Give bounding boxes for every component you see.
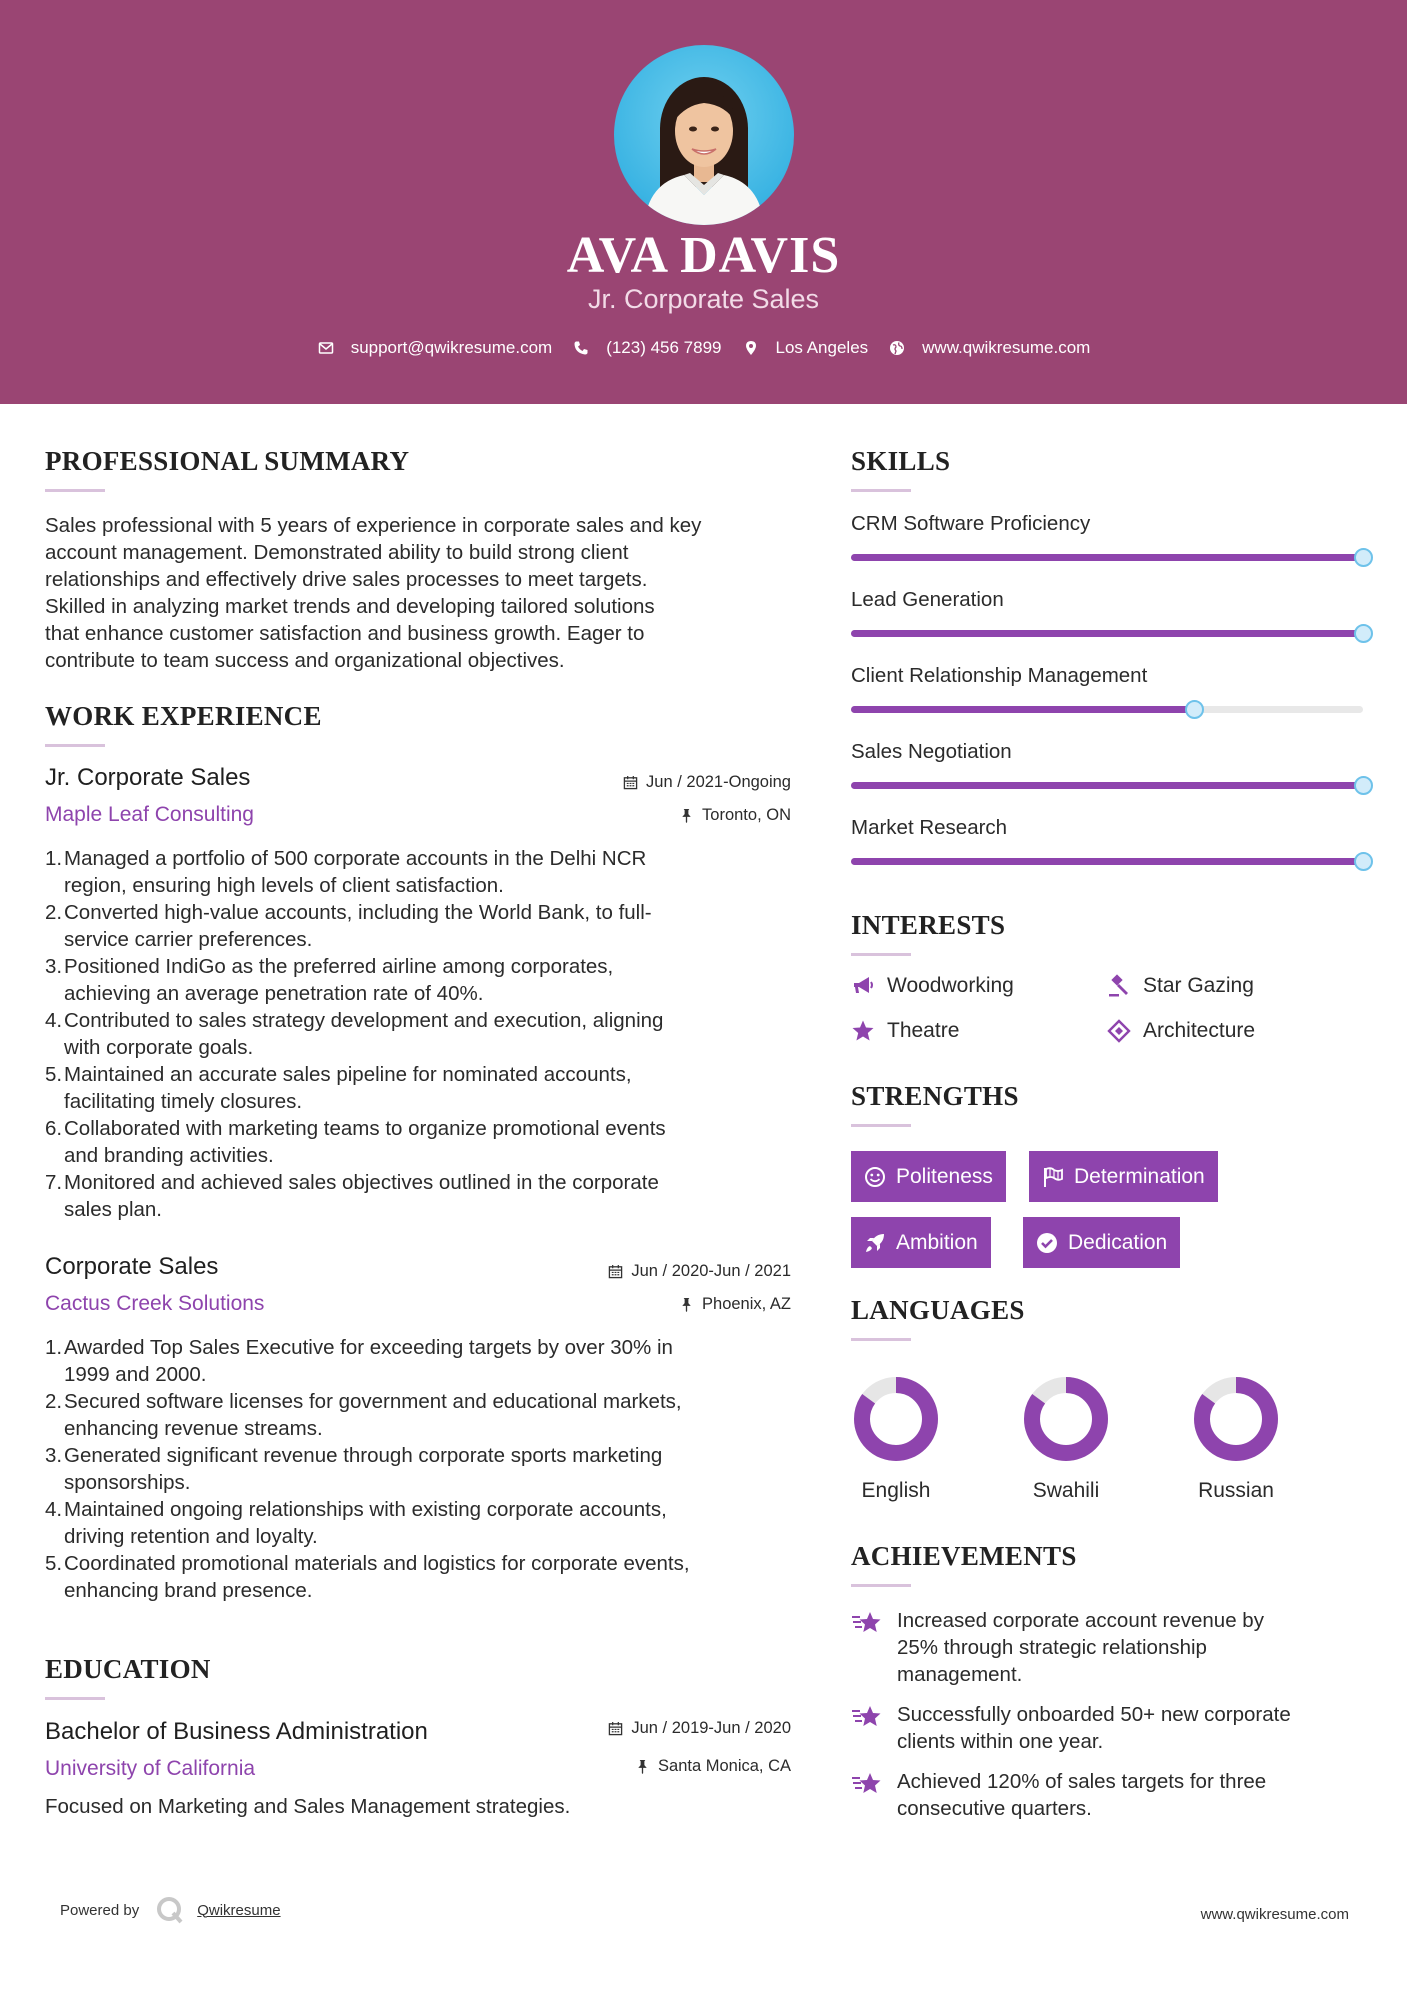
profile-photo (614, 45, 794, 225)
summary-heading: PROFESSIONAL SUMMARY (45, 446, 410, 476)
ticket-icon (1107, 1019, 1131, 1043)
list-item: 2. Secured software licenses for government and educational markets, enhancing revenue streams. (45, 1390, 682, 1440)
degree-title: Bachelor of Business Administration (45, 1718, 428, 1745)
contact-location (742, 338, 869, 358)
skill-meter (851, 630, 1363, 637)
job-date (608, 1262, 791, 1281)
calendar-icon (608, 1721, 623, 1736)
contact-phone-text: (123) 456 7899 (606, 338, 722, 357)
language-label: Russian (1198, 1479, 1274, 1502)
education-note: Focused on Marketing and Sales Management strategies. (45, 1795, 571, 1818)
resume-header (0, 0, 1407, 404)
skills-rule (851, 489, 911, 492)
job-company: Maple Leaf Consulting (45, 803, 254, 826)
skill-meter-fill (851, 706, 1194, 713)
language-donut (852, 1375, 940, 1463)
globe-icon (888, 339, 906, 357)
list-item: 3. Generated significant revenue through corporate sports marketing sponsorships. (45, 1444, 663, 1494)
strength-label: Determination (1074, 1164, 1205, 1188)
strength-label: Ambition (896, 1230, 978, 1254)
interest-item (1107, 1019, 1255, 1043)
language-item (836, 1375, 956, 1503)
strength-badge (1023, 1217, 1180, 1268)
strengths-heading: STRENGTHS (851, 1081, 1019, 1111)
summary-text (45, 512, 805, 674)
megaphone-icon (851, 974, 875, 998)
shooting-star-icon (851, 1770, 883, 1800)
skills-heading: SKILLS (851, 446, 951, 476)
contact-location-text: Los Angeles (775, 338, 869, 357)
qwikresume-link[interactable]: Qwikresume (197, 1901, 281, 1919)
skill-label: CRM Software Proficiency (851, 512, 1091, 535)
summary-line: Skilled in analyzing market trends and developing tailored solutions (45, 595, 655, 618)
pushpin-icon (679, 1297, 694, 1312)
interest-label: Star Gazing (1143, 974, 1254, 997)
skill-meter-knob (1354, 852, 1373, 871)
interests-rule (851, 953, 911, 956)
experience-heading: WORK EXPERIENCE (45, 701, 322, 731)
experience-rule (45, 744, 105, 747)
education-location-text: Santa Monica, CA (658, 1757, 791, 1775)
job-location-text: Toronto, ON (702, 806, 791, 824)
job-date-text: Jun / 2020-Jun / 2021 (631, 1262, 791, 1280)
summary-line: relationships and effectively drive sales processes to meet targets. (45, 568, 648, 591)
achievement-text: Achieved 120% of sales targets for three consecutive quarters. (897, 1770, 1267, 1820)
qwikresume-logo-icon (155, 1895, 185, 1925)
candidate-name: AVA DAVIS (566, 227, 841, 284)
language-item (1176, 1375, 1296, 1503)
language-label: Swahili (1032, 1479, 1100, 1502)
skill-meter-knob (1354, 624, 1373, 643)
languages-heading: LANGUAGES (851, 1295, 1025, 1325)
skill-meter (851, 858, 1363, 865)
summary-line: Sales professional with 5 years of experience in corporate sales and key (45, 514, 702, 537)
interest-item (851, 1019, 959, 1043)
rocket-icon (864, 1232, 886, 1254)
job-location (679, 806, 791, 825)
strength-label: Dedication (1068, 1230, 1168, 1254)
interest-item (1107, 974, 1254, 998)
list-item: 6. Collaborated with marketing teams to organize promotional events and branding activities. (45, 1117, 666, 1167)
skill-label: Market Research (851, 816, 1008, 839)
list-item: 5. Coordinated promotional materials and logistics for corporate events, enhancing brand presence. (45, 1552, 690, 1602)
skill-label: Client Relationship Management (851, 664, 1148, 687)
list-item: 2. Converted high-value accounts, including the World Bank, to full- service carrier preferences. (45, 901, 652, 951)
skill-meter-knob (1354, 776, 1373, 795)
interest-item (851, 974, 1014, 998)
summary-line: contribute to team success and organizational objectives. (45, 649, 565, 672)
smile-icon (864, 1166, 886, 1188)
pushpin-icon (679, 808, 694, 823)
contact-website[interactable] (888, 338, 1090, 358)
education-location (635, 1757, 791, 1776)
contact-website-text: www.qwikresume.com (922, 338, 1091, 357)
language-donut (1022, 1375, 1110, 1463)
envelope-icon (317, 339, 335, 357)
summary-rule (45, 489, 105, 492)
strength-badge (851, 1151, 1006, 1202)
list-item: 1. Managed a portfolio of 500 corporate accounts in the Delhi NCR region, ensuring high levels of client satisfaction. (45, 847, 647, 897)
skill-meter-knob (1354, 548, 1373, 567)
school-name: University of California (45, 1757, 256, 1780)
list-item: 4. Contributed to sales strategy development and execution, aligning with corporate goals. (45, 1009, 664, 1059)
footer-url[interactable]: www.qwikresume.com (1200, 1906, 1349, 1923)
skill-meter-fill (851, 630, 1363, 637)
check-circle-icon (1036, 1232, 1058, 1254)
contact-bar (0, 338, 1407, 358)
contact-phone[interactable] (572, 338, 721, 358)
skill-label: Lead Generation (851, 588, 1004, 611)
summary-line: account management. Demonstrated ability to build strong client (45, 541, 629, 564)
achievement-item (851, 1607, 1371, 1688)
languages-rule (851, 1338, 911, 1341)
job-company: Cactus Creek Solutions (45, 1292, 265, 1315)
skill-meter-knob (1185, 700, 1204, 719)
job-date-text: Jun / 2021-Ongoing (646, 773, 791, 791)
education-date (608, 1719, 791, 1738)
map-marker-icon (742, 339, 760, 357)
skill-meter-fill (851, 782, 1363, 789)
list-item: 3. Positioned IndiGo as the preferred airline among corporates, achieving an average penetration rate of 40%. (45, 955, 614, 1005)
summary-line: that enhance customer satisfaction and business growth. Eager to (45, 622, 645, 645)
contact-email[interactable] (317, 338, 553, 358)
skill-meter (851, 554, 1363, 561)
skill-label: Sales Negotiation (851, 740, 1012, 763)
job-title: Corporate Sales (45, 1253, 219, 1280)
education-rule (45, 1697, 105, 1700)
achievement-item (851, 1701, 1371, 1755)
language-donut (1192, 1375, 1280, 1463)
strength-badge (851, 1217, 991, 1268)
skill-meter-fill (851, 858, 1363, 865)
star-icon (851, 1019, 875, 1043)
job-location-text: Phoenix, AZ (702, 1295, 791, 1313)
contact-email-text: support@qwikresume.com (350, 338, 553, 357)
achievements-heading: ACHIEVEMENTS (851, 1541, 1077, 1571)
job-date (623, 773, 791, 792)
candidate-title: Jr. Corporate Sales (587, 284, 820, 314)
skill-meter (851, 782, 1363, 789)
job-location (679, 1295, 791, 1314)
interest-label: Architecture (1143, 1019, 1256, 1042)
achievement-text: Successfully onboarded 50+ new corporate clients within one year. (897, 1703, 1291, 1753)
interest-label: Woodworking (887, 974, 1014, 997)
job-duties-list (45, 1334, 805, 1604)
interest-label: Theatre (887, 1019, 960, 1042)
achievement-item (851, 1768, 1371, 1822)
language-item (1006, 1375, 1126, 1503)
language-label: English (861, 1479, 931, 1502)
shooting-star-icon (851, 1609, 883, 1639)
achievement-text: Increased corporate account revenue by 25% through strategic relationship management. (897, 1609, 1264, 1686)
pushpin-icon (635, 1759, 650, 1774)
shooting-star-icon (851, 1703, 883, 1733)
flag-icon (1042, 1166, 1064, 1188)
achievements-rule (851, 1584, 911, 1587)
job-title: Jr. Corporate Sales (45, 764, 251, 791)
education-heading: EDUCATION (45, 1654, 211, 1684)
gavel-icon (1107, 974, 1131, 998)
interests-heading: INTERESTS (851, 910, 1006, 940)
skill-meter (851, 706, 1363, 713)
portrait-image (614, 45, 794, 225)
list-item: 1. Awarded Top Sales Executive for exceeding targets by over 30% in 1999 and 2000. (45, 1336, 673, 1386)
calendar-icon (623, 775, 638, 790)
list-item: 7. Monitored and achieved sales objectives outlined in the corporate sales plan. (45, 1171, 659, 1221)
strength-label: Politeness (896, 1164, 993, 1188)
powered-by-text: Powered by (60, 1901, 140, 1919)
footer-branding (60, 1895, 281, 1925)
calendar-icon (608, 1264, 623, 1279)
list-item: 4. Maintained ongoing relationships with existing corporate accounts, driving retention and loyalty. (45, 1498, 667, 1548)
list-item: 5. Maintained an accurate sales pipeline for nominated accounts, facilitating timely closures. (45, 1063, 632, 1113)
job-duties-list (45, 845, 805, 1223)
education-date-text: Jun / 2019-Jun / 2020 (631, 1719, 791, 1737)
strengths-rule (851, 1124, 911, 1127)
strength-badge (1029, 1151, 1218, 1202)
phone-icon (572, 339, 590, 357)
skill-meter-fill (851, 554, 1363, 561)
